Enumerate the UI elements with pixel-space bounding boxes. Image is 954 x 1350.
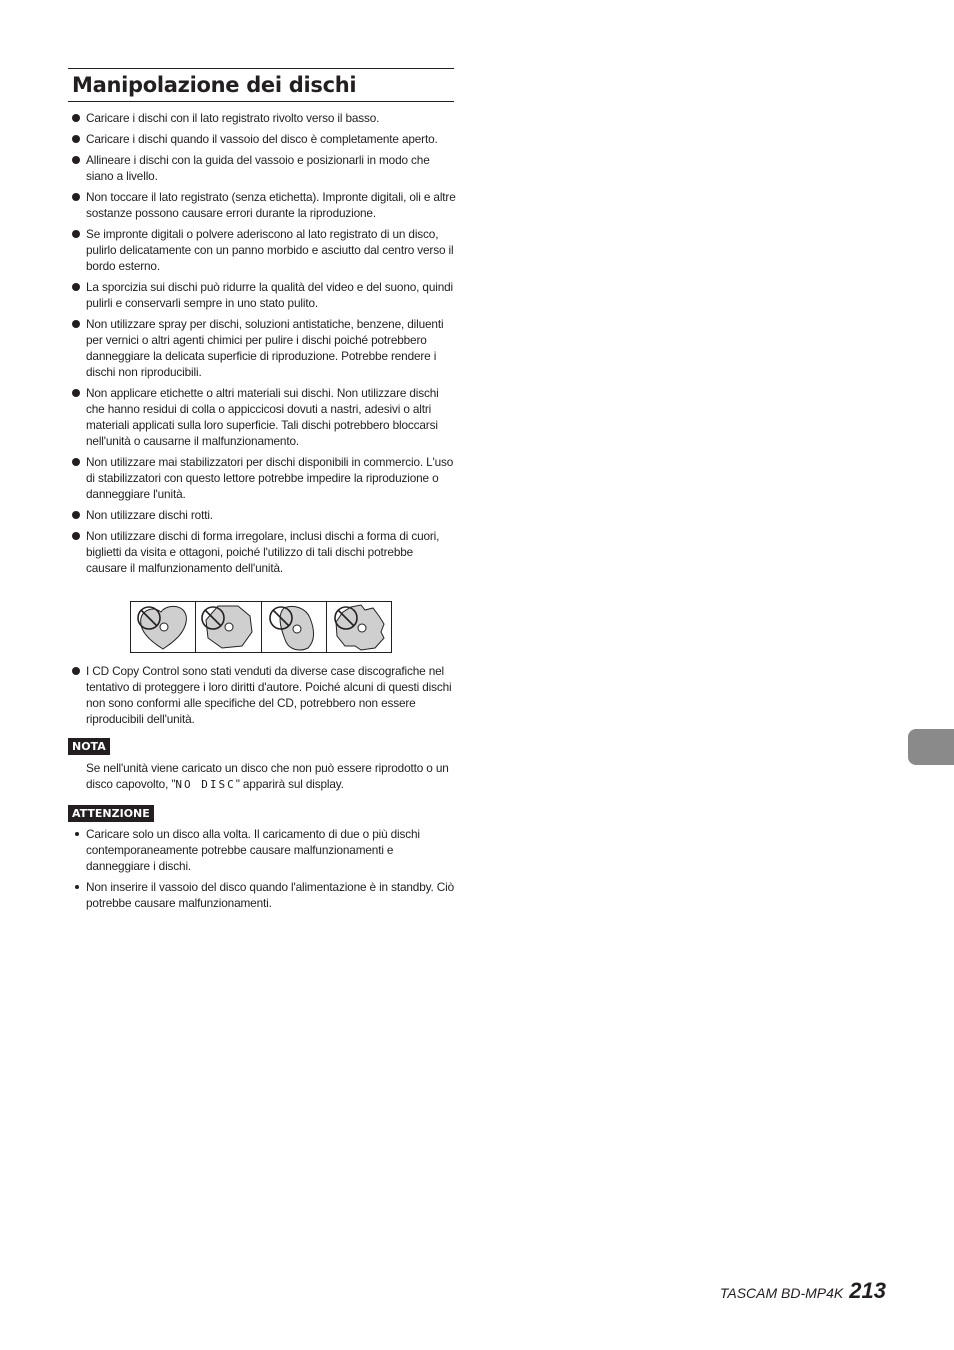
list-item: Non toccare il lato registrato (senza etichetta). Impronte digitali, oli e altre sostanze possono causare errori durante la riproduzione. [72,189,456,221]
nota-text [86,760,458,793]
list-item: Non utilizzare spray per dischi, soluzioni antistatiche, benzene, diluenti per vernici o altri agenti chimici per pulire i dischi poiché potrebbero danneggiare la delicata superficie di riproduzione. Potrebbe rendere i dischi non riproducibili. [72,316,456,380]
page-footer [720,1278,886,1306]
lcd-message: NO DISC [175,778,236,791]
list-item: Caricare i dischi quando il vassoio del disco è completamente aperto. [72,131,456,147]
list-item: Non utilizzare mai stabilizzatori per dischi disponibili in commercio. L'uso di stabilizzatori con questo lettore potrebbe impedire la riproduzione o danneggiare l'unità. [72,454,456,502]
list-item: I CD Copy Control sono stati venduti da diverse case discografiche nel tentativo di proteggere i loro diritti d'autore. Poiché alcuni di questi dischi non sono conformi alle specifiche del CD, potrebbero non essere riproducibili dell'unità. [72,663,456,727]
list-item: La sporcizia sui dischi può ridurre la qualità del video e del suono, quindi pulirli e conservarli sempre in uno stato pulito. [72,279,456,311]
list-item: Caricare solo un disco alla volta. Il caricamento di due o più dischi contemporaneamente potrebbe causare malfunzionamenti e danneggiare i dischi. [72,826,456,874]
copy-control-list [72,663,456,732]
handling-list [72,110,456,581]
nota-text-after: " apparirà sul display. [235,777,344,791]
octagon-disc-icon [196,602,261,652]
section-header [68,68,454,102]
footer-brand: TASCAM BD-MP4K [719,1285,844,1301]
attenzione-label: ATTENZIONE [68,805,154,822]
heart-disc-icon [131,602,196,652]
irregular-discs-illustration [130,601,392,653]
page-number: 213 [849,1278,886,1303]
chapter-tab [908,729,954,765]
list-item: Caricare i dischi con il lato registrato rivolto verso il basso. [72,110,456,126]
list-item: Se impronte digitali o polvere aderiscono al lato registrato di un disco, pulirlo delicatamente con un panno morbido e asciutto dal centro verso il bordo esterno. [72,226,456,274]
list-item: Non utilizzare dischi di forma irregolare, inclusi dischi a forma di cuori, biglietti da visita e ottagoni, poiché l'utilizzo di tali dischi potrebbe causare il malfunzionamento dell'unità. [72,528,456,576]
list-item: Non applicare etichette o altri materiali sui dischi. Non utilizzare dischi che hanno residui di colla o appiccicosi dovuti a nastri, adesivi o altri materiali applicati sulla loro superficie. Tali dischi potrebbero bloccarsi nell'unità o causarne il malfunzionamento. [72,385,456,449]
list-item: Non inserire il vassoio del disco quando l'alimentazione è in standby. Ciò potrebbe causare malfunzionamenti. [72,879,456,911]
nota-label: NOTA [68,738,110,755]
nota-text-before: Se nell'unità viene caricato un disco che non può essere riprodotto o un disco capovolto, " [86,761,449,791]
attenzione-list [72,826,456,916]
page-title: Manipolazione dei dischi [72,73,357,97]
card-disc-icon [262,602,327,652]
broken-disc-icon [327,602,391,652]
list-item: Non utilizzare dischi rotti. [72,507,456,523]
list-item: Allineare i dischi con la guida del vassoio e posizionarli in modo che siano a livello. [72,152,456,184]
